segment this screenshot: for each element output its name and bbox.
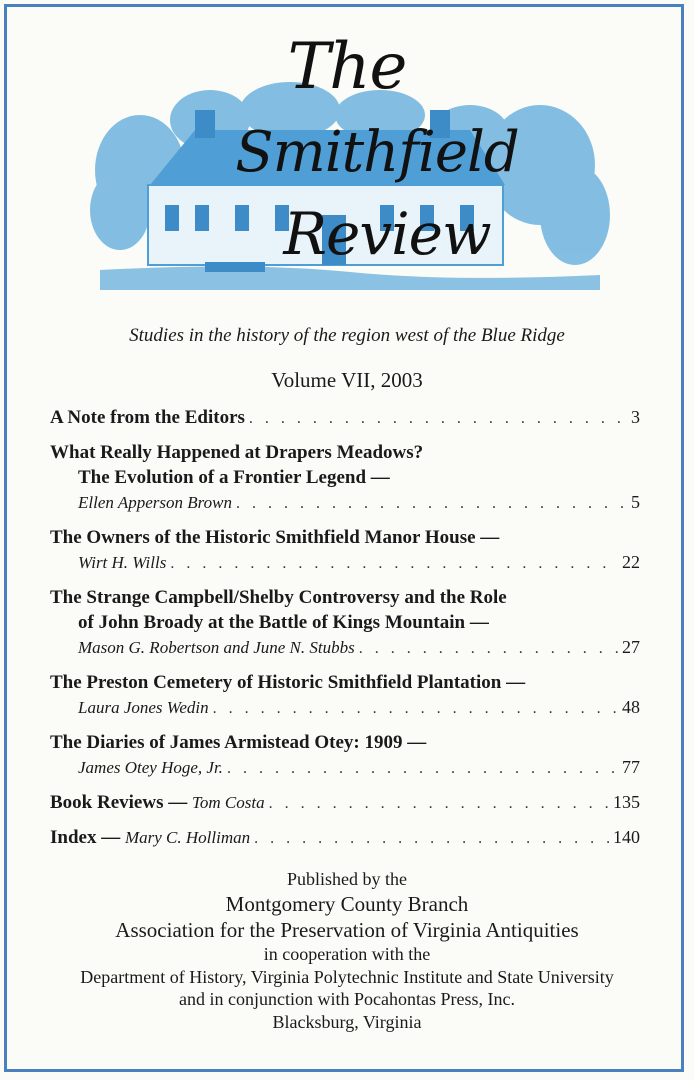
toc-entry-editors-note xyxy=(50,405,640,431)
publisher-line: Montgomery County Branch xyxy=(225,891,469,916)
toc-page: 3 xyxy=(631,407,640,427)
toc-author: Mason G. Robertson and June N. Stubbs xyxy=(78,638,355,657)
toc-entry-book-reviews xyxy=(50,790,640,816)
volume-info: Volume VII, 2003 xyxy=(271,368,423,392)
title-the: The xyxy=(287,30,407,104)
toc-title: Book Reviews — xyxy=(50,792,188,813)
toc-page: 140 xyxy=(613,827,640,847)
toc-title: The Evolution of a Frontier Legend — xyxy=(78,467,390,488)
toc-title: The Owners of the Historic Smithfield Manor House — xyxy=(50,527,500,548)
toc-title: of John Broady at the Battle of Kings Mountain — xyxy=(78,612,489,633)
toc-page: 135 xyxy=(613,792,640,812)
toc-entry-otey-diaries xyxy=(50,730,640,781)
toc-author: James Otey Hoge, Jr. xyxy=(78,758,223,777)
subtitle: Studies in the history of the region west of the Blue Ridge xyxy=(129,325,565,346)
toc-author: Wirt H. Wills xyxy=(78,553,167,572)
publisher-line: Published by the xyxy=(287,869,407,889)
toc-page: 22 xyxy=(622,552,640,572)
publisher-line: Blacksburg, Virginia xyxy=(272,1011,422,1032)
toc-title: What Really Happened at Drapers Meadows? xyxy=(50,442,424,463)
toc-author: Tom Costa xyxy=(191,793,265,812)
toc-page: 77 xyxy=(622,757,640,777)
toc-title: The Strange Campbell/Shelby Controversy and the Role xyxy=(50,587,507,608)
toc-page: 27 xyxy=(622,637,640,657)
toc-title: Index — xyxy=(50,827,121,848)
toc-entry-preston-cemetery xyxy=(50,670,640,721)
toc-entry-index xyxy=(50,825,640,851)
toc-author: Ellen Apperson Brown xyxy=(78,493,232,512)
toc-entry-manor-house xyxy=(50,525,640,576)
toc-entry-drapers-meadows xyxy=(50,440,640,516)
toc-title: The Preston Cemetery of Historic Smithfield Plantation — xyxy=(50,672,526,693)
publisher-info xyxy=(0,868,694,1033)
toc-title: A Note from the Editors xyxy=(50,407,245,428)
toc-author: Laura Jones Wedin xyxy=(78,698,209,717)
publisher-line: and in conjunction with Pocahontas Press, Inc. xyxy=(179,989,515,1009)
toc-page: 5 xyxy=(631,492,640,512)
toc-page: 48 xyxy=(622,697,640,717)
table-of-contents xyxy=(50,405,640,860)
toc-entry-kings-mountain xyxy=(50,585,640,661)
publisher-line: in cooperation with the xyxy=(263,944,431,964)
publisher-line: Department of History, Virginia Polytechnic Institute and State University xyxy=(80,966,614,987)
masthead xyxy=(0,0,694,300)
title-smithfield: Smithfield xyxy=(235,120,519,185)
title-review: Review xyxy=(283,200,491,268)
publisher-line: Association for the Preservation of Virginia Antiquities xyxy=(115,917,579,942)
toc-author: Mary C. Holliman xyxy=(124,828,251,847)
toc-title: The Diaries of James Armistead Otey: 1909 — xyxy=(50,732,427,753)
